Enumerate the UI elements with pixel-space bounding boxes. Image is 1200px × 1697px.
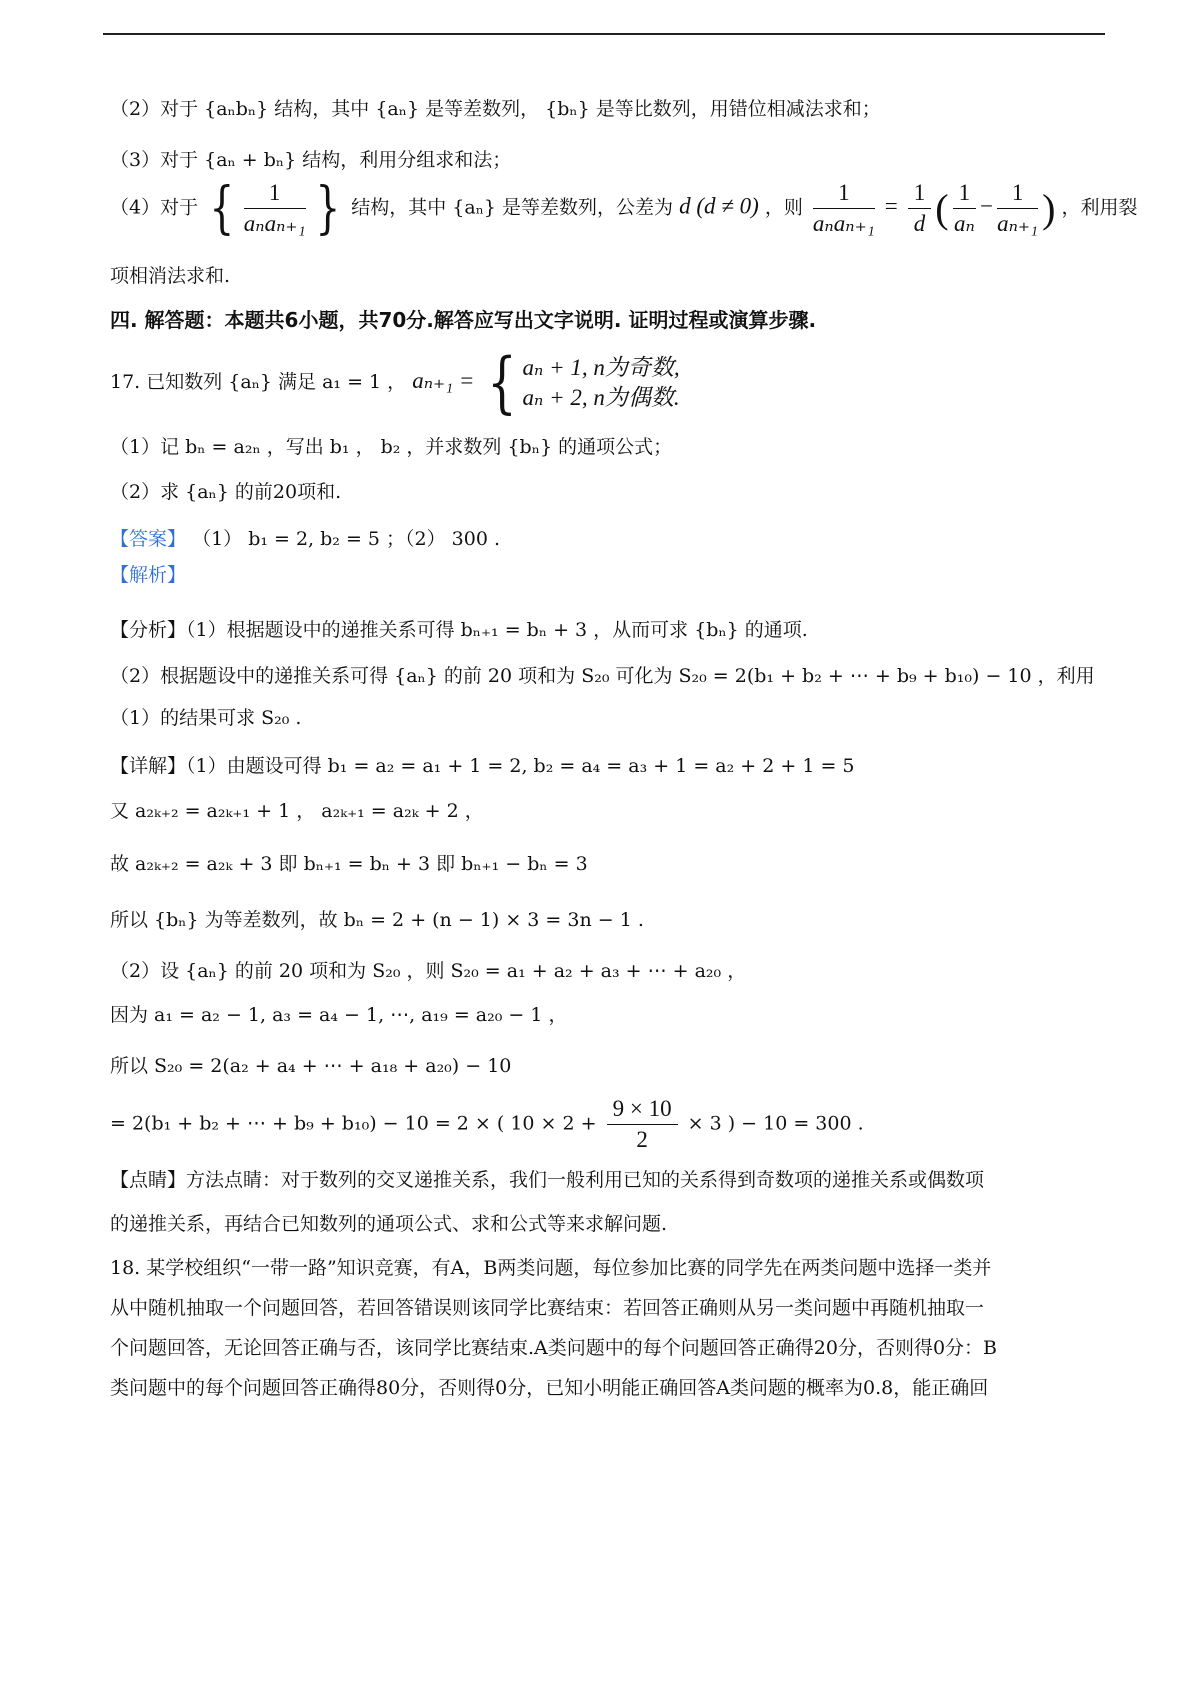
detail-8-fraction: $\frac{9 \times 10}{2}$ [607,1096,678,1153]
cases-brace-symbol: { [486,344,517,421]
answer-text: （1） b₁ = 2, b₂ = 5 ；（2） 300 . [192,528,501,550]
detail-3: 故 a₂ₖ₊₂ = a₂ₖ + 3 即 bₙ₊₁ = bₙ + 3 即 bₙ₊₁ − bₙ = 3 [110,853,588,875]
method-item-4 [110,175,1138,241]
recurrence-cases [523,353,680,413]
detail-5: （2）设 {aₙ} 的前 20 项和为 S₂₀ ，则 S₂₀ = a₁ + a₂ + a₃ + ⋯ + a₂₀ ， [110,960,747,982]
open-paren: ( [935,186,949,231]
equals-sign: = [884,193,898,219]
recurrence-lhs: aₙ₊₁ = [412,368,475,393]
q17-stem [110,344,680,421]
detail-2: 又 a₂ₖ₊₂ = a₂ₖ₊₁ + 1 ， a₂ₖ₊₁ = a₂ₖ + 2 ， [110,800,484,822]
reciprocal-fraction: $\frac{1}{\text{aₙaₙ₊₁}}$ [243,180,306,236]
q17-part2: （2）求 {aₙ} 的前20项和. [110,481,342,503]
detail-1: 【详解】（1）由题设可得 b₁ = a₂ = a₁ + 1 = 2, b₂ = a₄ = a₃ + 1 = a₂ + 2 + 1 = 5 [110,755,855,777]
q17-stem-text: 17. 已知数列 {aₙ} 满足 a₁ = 1 ， [110,371,407,393]
section-heading: 四. 解答题：本题共6小题，共70分.解答应写出文字说明. 证明过程或演算步骤. [110,308,817,332]
detail-6: 因为 a₁ = a₂ − 1, a₃ = a₄ − 1, ⋯, a₁₉ = a₂₀ − 1 ， [110,1004,568,1026]
dianjing-1: 【点睛】方法点睛：对于数列的交叉递推关系，我们一般利用已知的关系得到奇数项的递推关系或偶数项 [110,1169,985,1191]
one-over-an: $\frac{1}{\text{aₙ}}$ [953,180,975,236]
one-over-d: $\frac{1}{d}$ [908,180,932,237]
q18-line-2: 从中随机抽取一个问题回答，若回答错误则该同学比赛结束：若回答正确则从另一类问题中再随机抽取一 [110,1297,985,1319]
method-item-4-cont: 项相消法求和. [110,265,231,287]
common-difference: d (d ≠ 0) [679,193,759,219]
detail-8-b: × 3 ) − 10 = 300 . [687,1112,864,1135]
header-rule [103,33,1105,35]
q17-part1: （1）记 bₙ = a₂ₙ ，写出 b₁ ， b₂ ，并求数列 {bₙ} 的通项公式； [110,436,673,458]
minus-sign: − [980,193,994,219]
answer-line [110,525,500,553]
dianjing-2: 的递推关系，再结合已知数列的通项公式、求和公式等来求解问题. [110,1213,668,1235]
detail-8-a: = 2(b₁ + b₂ + ⋯ + b₉ + b₁₀) − 10 = 2 × ( 10 × 2 + [110,1112,597,1135]
answer-tag: 【答案】 [110,528,187,550]
close-paren: ) [1042,186,1056,231]
right-brace-symbol: } [314,175,340,241]
one-over-an1: $\frac{1}{\text{aₙ₊₁}}$ [997,180,1039,236]
case-odd: aₙ + 1, n为奇数, [522,355,680,380]
left-brace-symbol: { [209,175,235,241]
method-item-2: （2）对于 {aₙbₙ} 结构，其中 {aₙ} 是等差数列， {bₙ} 是等比数列，用错位相减法求和； [110,98,881,120]
method-item-3: （3）对于 {aₙ + bₙ} 结构，利用分组求和法； [110,149,512,171]
case-even: aₙ + 2, n为偶数. [522,385,680,410]
detail-4: 所以 {bₙ} 为等差数列，故 bₙ = 2 + (n − 1) × 3 = 3n − 1 . [110,909,644,931]
lhs-fraction: $\frac{1}{\text{aₙaₙ₊₁}}$ [812,180,875,236]
p4-mid: 结构，其中 {aₙ} 是等差数列，公差为 [351,196,674,219]
p4-prefix: （4）对于 [110,196,199,219]
q18-line-3: 个问题回答，无论回答正确与否，该同学比赛结束.A类问题中的每个问题回答正确得20分，否则得0分：B [110,1337,997,1359]
fenxi-3: （1）的结果可求 S₂₀ . [110,707,302,729]
p4-tail: ，利用裂 [1061,196,1138,219]
fenxi-2: （2）根据题设中的递推关系可得 {aₙ} 的前 20 项和为 S₂₀ 可化为 S₂₀ = 2(b₁ + b₂ + ⋯ + b₉ + b₁₀) − 10 ，利用 [110,665,1095,687]
detail-8 [110,1096,864,1153]
q18-line-4: 类问题中的每个问题回答正确得80分，否则得0分，已知小明能正确回答A类问题的概率为0.8，能正确回 [110,1377,989,1399]
q18-line-1: 18. 某学校组织“一带一路”知识竞赛，有A，B两类问题，每位参加比赛的同学先在两类问题中选择一类并 [110,1257,992,1279]
fenxi-1: 【分析】（1）根据题设中的递推关系可得 bₙ₊₁ = bₙ + 3 ，从而可求 {bₙ} 的通项. [110,619,808,641]
detail-7: 所以 S₂₀ = 2(a₂ + a₄ + ⋯ + a₁₈ + a₂₀) − 10 [110,1055,512,1077]
p4-then: ，则 [764,196,803,219]
analysis-tag: 【解析】 [110,564,187,586]
